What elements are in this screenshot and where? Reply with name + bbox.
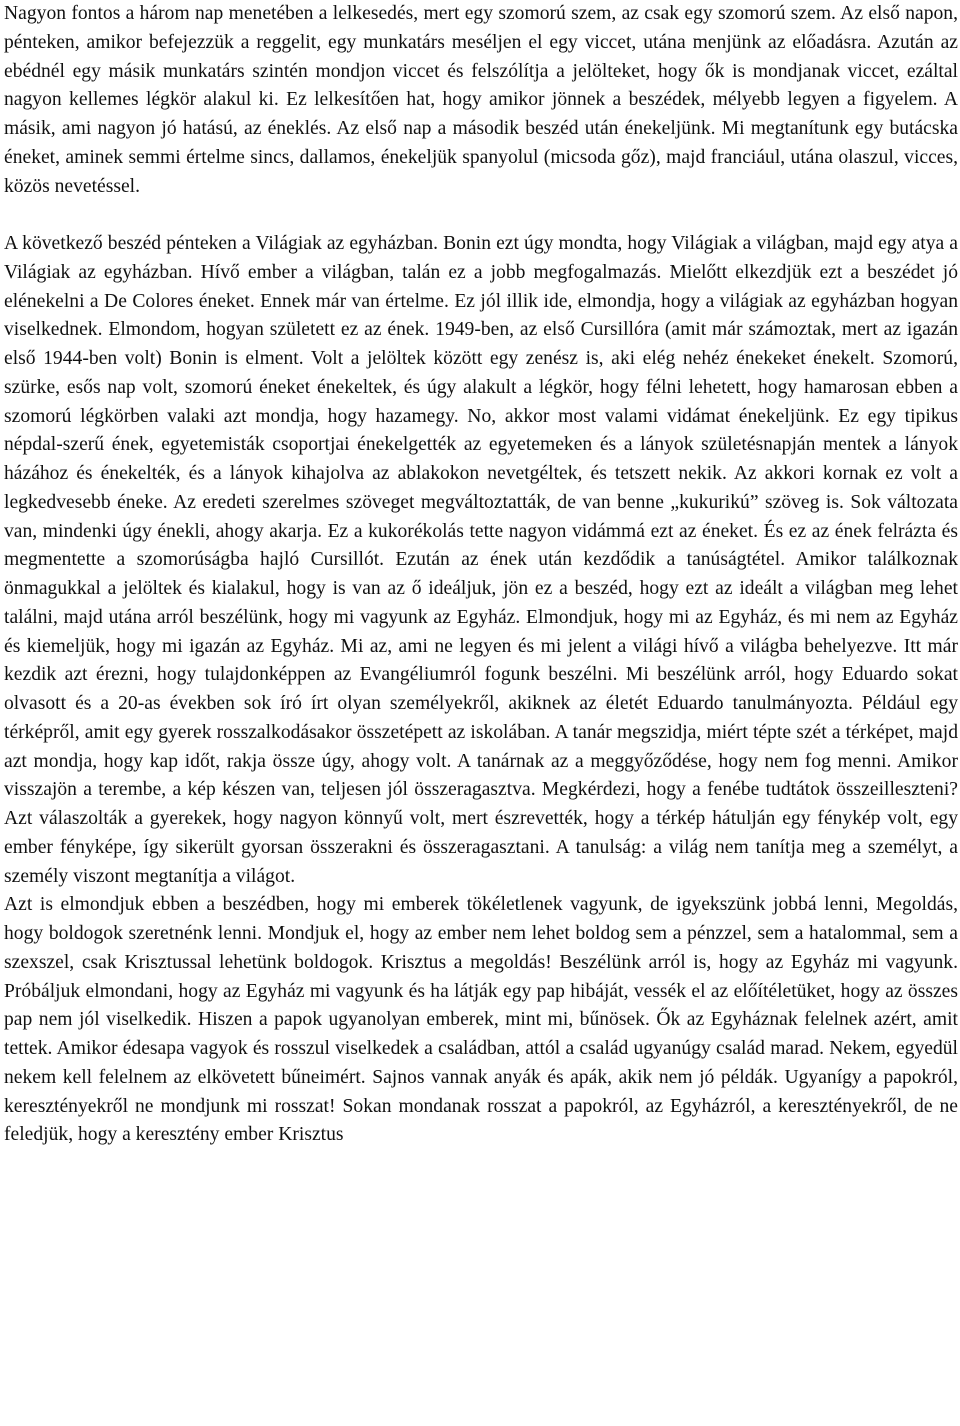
paragraph-church-talk: Azt is elmondjuk ebben a beszédben, hogy mi emberek tökéletlenek vagyunk, de igyekszünk jobbá lenni, Megoldás, hogy boldogok szeretnénk lenni. Mondjuk el, hogy az ember nem lehet boldog sem a pénzzel, sem a hatalommal, sem a szexszel, csak Krisztussal lehetünk boldogok. Krisztus a megoldás! Beszélünk arról is, hogy az Egyház mi vagyunk. Próbáljuk elmondani, hogy az Egyház mi vagyunk és ha látják egy pap hibáját, vessék el az előítéletüket, hogy az összes pap nem jól viselkedik. Hiszen a papok ugyanolyan emberek, mint mi, bűnösek. Ők az Egyháznak felelnek azért, amit tettek. Amikor édesapa vagyok és rosszul viselkedek a családban, attól a család ugyanúgy család marad. Nekem, egyedül nekem kell felelnem az elkövetett bűneimért. Sajnos vannak anyák és apák, akik nem jó példák. Ugyanígy a papokról, keresztényekről ne mondjunk mi rosszat! Sokan mondanak rosszat a papokról, az Egyházról, a keresztényekről, de ne feledjük, hogy a keresztény ember Krisztus <box>4 894 958 1146</box>
paragraph-enthusiasm: Nagyon fontos a három nap menetében a lelkesedés, mert egy szomorú szem, az csak egy szomorú szem. Az első napon, pénteken, amikor befejezzük a reggelit, egy munkatárs meséljen el egy viccet, utána menjünk az előadásra. Azután az ebédnél egy másik munkatárs szintén mondjon viccet és felszólítja a jelölteket, hogy ők is mondjanak viccet, ezáltal nagyon kellemes légkör alakul ki. Ez lelkesítően hat, hogy amikor jönnek a beszédek, mélyebb legyen a figyelem. A másik, ami nagyon jó hatású, az éneklés. Az első nap a második beszéd után énekeljünk. Mi megtanítunk egy butácska éneket, aminek semmi értelme sincs, dallamos, énekeljük spanyolul (micsoda gőz), majd franciául, utána olaszul, vicces, közös nevetéssel. <box>4 3 958 197</box>
paragraph-laity-talk: A következő beszéd pénteken a Világiak az egyházban. Bonin ezt úgy mondta, hogy Világiak a világban, majd egy atya a Világiak az egyházban. Hívő ember a világban, talán ez a jobb megfogalmazás. Mielőtt elkezdjük ezt a beszédet jó elénekelni a De Colores éneket. Ennek már van értelme. Ez jól illik ide, elmondja, hogy a világiak az egyházban hogyan viselkednek. Elmondom, hogyan született ez az ének. 1949-ben, az első Cursillóra (amit már számoztak, mert az igazán első 1944-ben volt) Bonin is elment. Volt a jelöltek között egy zenész is, aki elég nehéz énekeket énekelt. Szomorú, szürke, esős nap volt, szomorú éneket énekeltek, és úgy alakult a légkör, hogy félni lehetett, hogy hamarosan ebben a szomorú légkörben valaki azt mondja, hogy hazamegy. No, akkor most valami vidámat énekeljünk. Ez egy tipikus népdal-szerű ének, egyetemisták csoportjai énekelgették az egyetemeken és a lányok születésnapján mentek a lányok házához és énekelték, és a lányok kihajolva az ablakokon nevetgéltek, és tetszett nekik. Az akkori kornak ez volt a legkedvesebb éneke. Az eredeti szerelmes szöveget megváltoztatták, de van benne „kukurikú” szöveg is. Sok változata van, mindenki úgy énekli, ahogy akarja. Ez a kukorékolás tette nagyon vidámmá ezt az éneket. És ez az ének felrázta és megmentette a szomorúságba hajló Cursillót. Ezután az ének után kezdődik a tanúságtétel. Amikor találkoznak önmagukkal a jelöltek és kialakul, hogy is van az ő ideáljuk, jön ez a beszéd, hogy ezt az ideált a világban meg lehet találni, majd utána arról beszélünk, hogy mi vagyunk az Egyház. Elmondjuk, hogy mi az Egyház, és mi nem az Egyház és kiemeljük, hogy mi igazán az Egyház. Mi az, ami ne legyen és mi jelent a világi hívő a világba behelyezve. Itt már kezdik azt érezni, hogy tulajdonképpen az Evangéliumról fogunk beszélni. Mi beszélünk arról, hogy Eduardo sokat olvasott és a 20-as években sok író írt olyan személyekről, akiknek az életét Eduardo tanulmányozta. Például egy térképről, amit egy gyerek rosszalkodásakor összetépett az iskolában. A tanár megszidja, miért tépte szét a térképet, majd azt mondja, hogy kap időt, rakja össze úgy, ahogy volt. A tanárnak az a meggyőződése, hogy nem fog menni. Amikor visszajön a terembe, a kép készen van, teljesen jól összeragasztva. Megkérdezi, hogy a fenébe tudtátok összeilleszteni? Azt válaszolták a gyerekek, hogy nagyon könnyű volt, mert észrevették, hogy a térkép hátulján egy fénykép volt, egy ember fényképe, így sikerült gyorsan összerakni és összeragasztani. A tanulság: a világ nem tanítja meg a személyt, a személy viszont megtanítja a világot. <box>4 233 958 887</box>
paragraph-spacer <box>4 201 958 230</box>
document-page <box>4 0 958 1150</box>
